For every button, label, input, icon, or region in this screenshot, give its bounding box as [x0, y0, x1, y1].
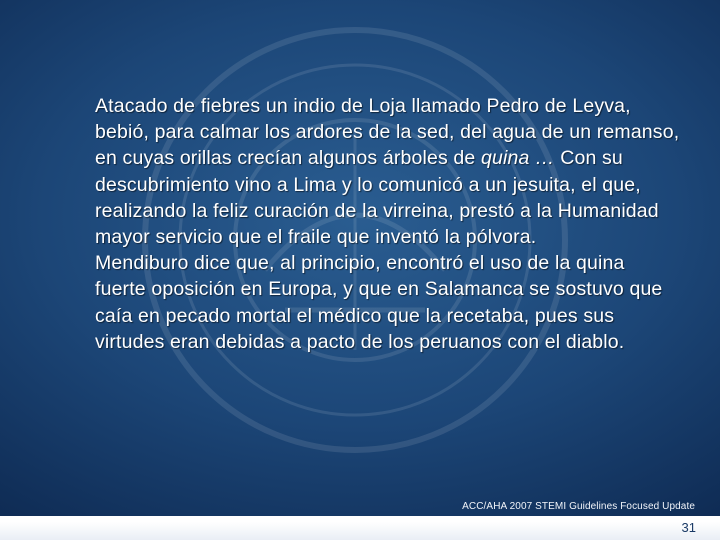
paragraph-1-italic: quina … [480, 147, 555, 170]
bottom-bar [0, 516, 720, 540]
page-number: 31 [681, 520, 696, 535]
footer-citation: ACC/AHA 2007 STEMI Guidelines Focused Update [462, 501, 695, 512]
paragraph-mendiburo: Mendiburo dice que, al principio, encontró el uso de la quina fuerte oposición en Europa, y que en Salamanca se sostuvo que caía en pecado mortal el médico que la recetaba, pues sus virtudes eran debidas a pacto de los peruanos con el diablo. [95, 252, 663, 353]
paragraph-1-text: Atacado de fiebres un indio de Loja llamado Pedro de Leyva, bebió, para calmar los ardores de la sed, del agua de un remanso, en cuyas orillas crecían algunos árboles de [95, 95, 680, 170]
body-text [95, 93, 680, 355]
paragraph-1-text-continued: Con su descubrimiento vino a Lima y lo comunicó a un jesuita, el que, realizando la feliz curación de la virreina, prestó a la Humanidad mayor servicio que el fraile que inventó la pólvora. [95, 147, 659, 249]
paragraph-quina-discovery [95, 93, 680, 250]
